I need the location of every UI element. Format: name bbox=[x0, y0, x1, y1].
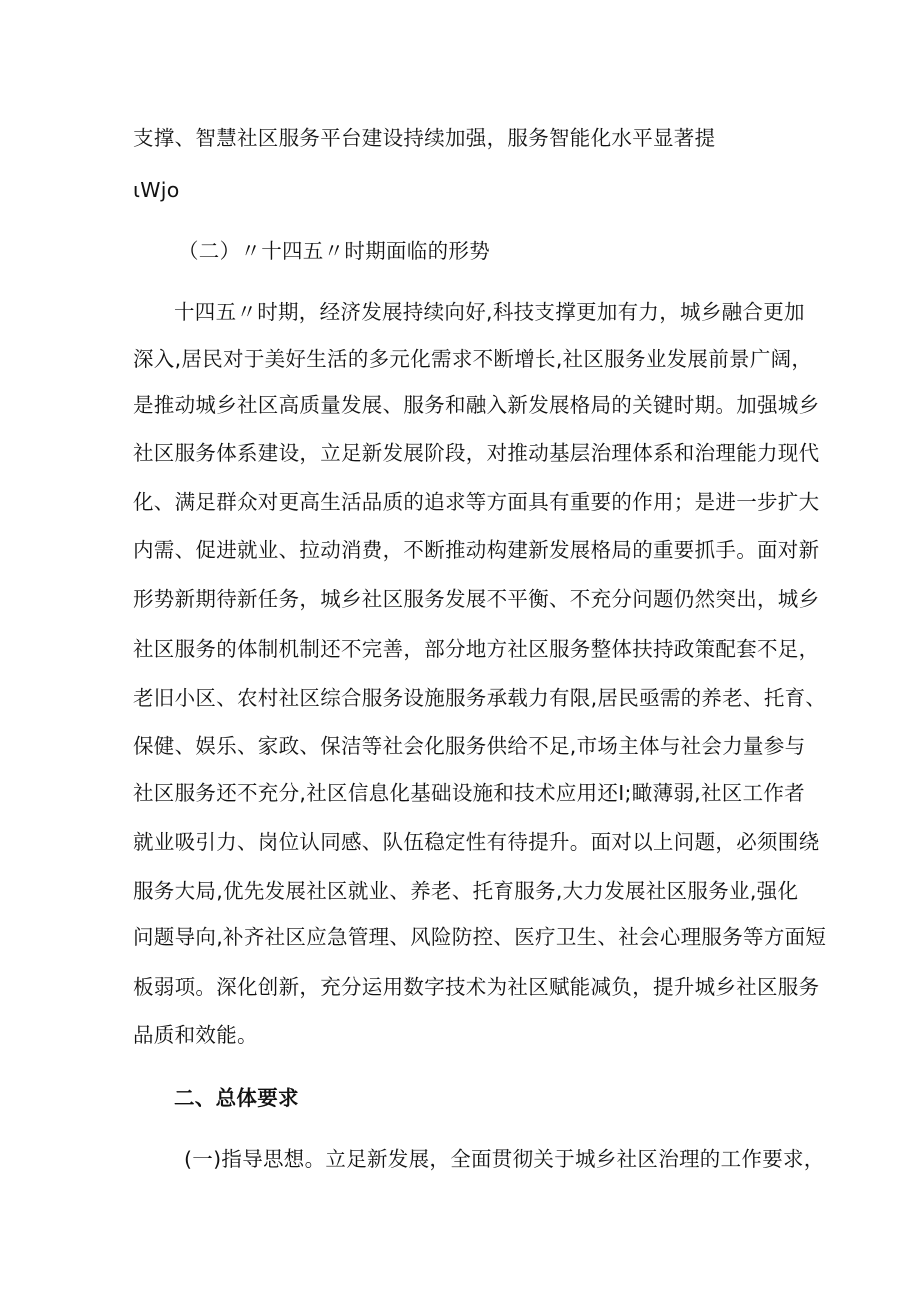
paragraph-line-8: 社区服务的体制机制还不完善，部分地方社区服务整体扶持政策配套不足， bbox=[133, 637, 820, 661]
paragraph-line-5: 化、满足群众对更高生活品质的追求等方面具有重要的作用；是进一步扩大 bbox=[133, 490, 820, 514]
section-heading-general-requirements: 二、总体要求 bbox=[174, 1086, 299, 1110]
paragraph-line-1: 十四五〃时期，经济发展持续向好,科技支撑更加有力，城乡融合更加 bbox=[174, 300, 805, 324]
paragraph-line-12: 就业吸引力、岗位认同感、队伍稳定性有待提升。面对以上问题，必须围绕 bbox=[133, 830, 820, 854]
paragraph-line-9: 老旧小区、农村社区综合服务设施服务承载力有限,居民亟需的养老、托育、 bbox=[133, 686, 827, 710]
paragraph-line-13: 服务大局,优先发展社区就业、养老、托育服务,大力发展社区服务业,强化 bbox=[133, 879, 799, 903]
paragraph-line-7: 形势新期待新任务，城乡社区服务发展不平衡、不充分问题仍然突出，城乡 bbox=[133, 587, 820, 611]
paragraph-line-2: 深入,居民对于美好生活的多元化需求不断增长,社区服务业发展前景广阔， bbox=[133, 347, 813, 371]
text-line-2: ιWjo bbox=[133, 178, 180, 202]
text-line-1: 支撑、智慧社区服务平台建设持续加强，服务智能化水平显著提 bbox=[133, 126, 716, 150]
section-heading-2: （二）〃十四五〃时期面临的形势 bbox=[178, 239, 490, 263]
paragraph-line-4: 社区服务体系建设，立足新发展阶段，对推动基层治理体系和治理能力现代 bbox=[133, 441, 820, 465]
paragraph-line-10: 保健、娱乐、家政、保洁等社会化服务供给不足,市场主体与社会力量参与 bbox=[133, 734, 806, 758]
paragraph-line-11: 社区服务还不充分,社区信息化基础设施和技术应用还Ⅰ;瞰薄弱,社区工作者 bbox=[133, 781, 805, 805]
paragraph-line-15: 板弱项。深化创新，充分运用数字技术为社区赋能减负，提升城乡社区服务 bbox=[133, 975, 820, 999]
paragraph-line-6: 内需、促进就业、拉动消费，不断推动构建新发展格局的重要抓手。面对新 bbox=[133, 538, 820, 562]
paragraph-line-3: 是推动城乡社区高质量发展、服务和融入新发展格局的关键时期。加强城乡 bbox=[133, 393, 820, 417]
paragraph-guiding-thought: (一)指导思想。立足新发展，全面贯彻关于城乡社区治理的工作要求， bbox=[184, 1147, 825, 1171]
paragraph-line-16: 品质和效能。 bbox=[133, 1023, 258, 1047]
paragraph-line-14: 问题导向,补齐社区应急管理、风险防控、医疗卫生、社会心理服务等方面短 bbox=[133, 925, 827, 949]
